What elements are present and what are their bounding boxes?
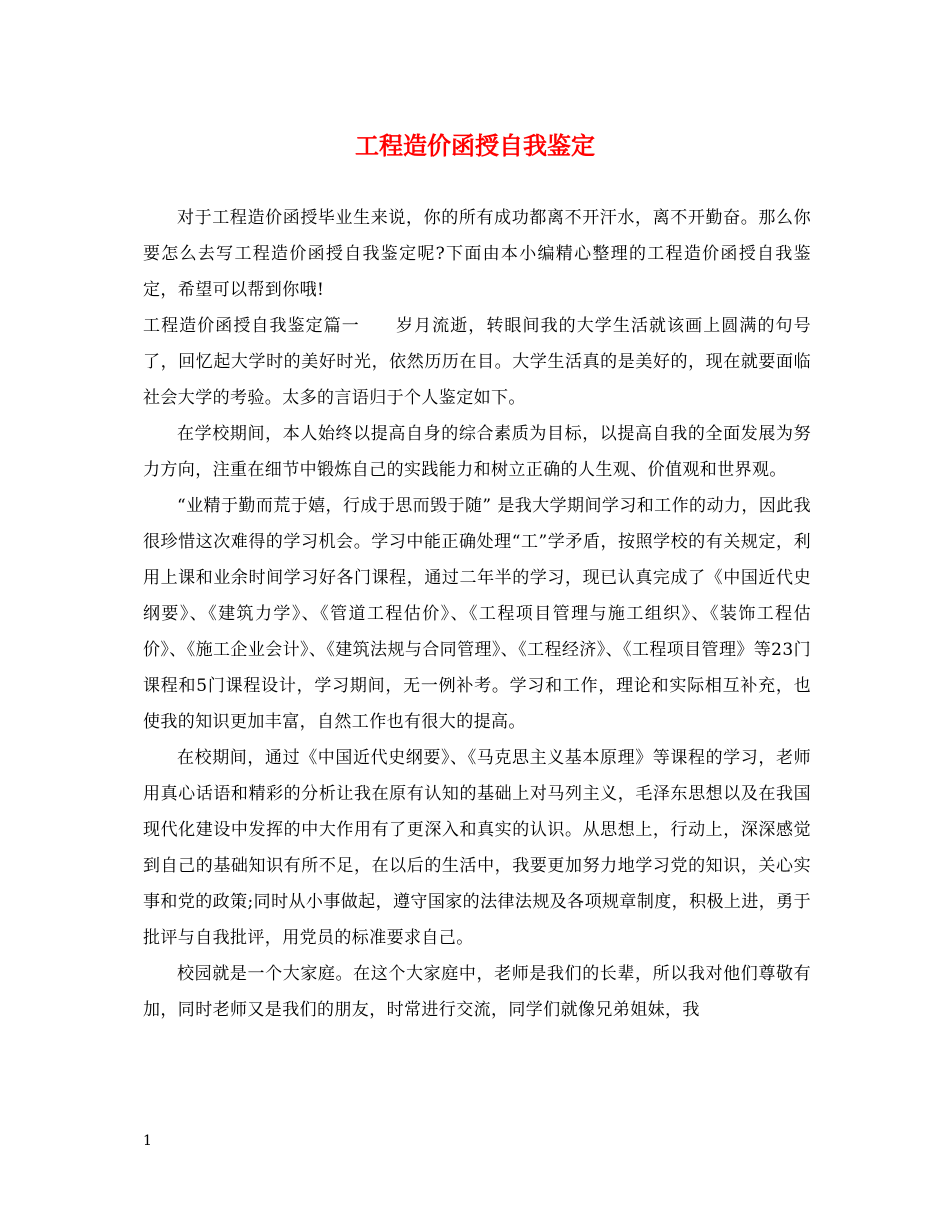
paragraph-section-one: 工程造价函授自我鉴定篇一 岁月流逝，转眼间我的大学生活就该画上圆满的句号了，回忆起大学时的美好时光，依然历历在目。大学生活真的是美好的，现在就要面临社会大学的考验。太多的言语归于个人鉴定如下。 — [143, 316, 811, 408]
document-title: 工程造价函授自我鉴定 — [355, 131, 595, 160]
paragraph-intro: 对于工程造价函授毕业生来说，你的所有成功都离不开汗水，离不开勤奋。那么你要怎么去写工程造价函授自我鉴定呢?下面由本小编精心整理的工程造价函授自我鉴定，希望可以帮到你哦! — [143, 208, 811, 300]
paragraph-ideology: 在校期间，通过《中国近代史纲要》、《马克思主义基本原理》等课程的学习，老师用真心话语和精彩的分析让我在原有认知的基础上对马列主义，毛泽东思想以及在我国现代化建设中发挥的中大作用有了更深入和真实的认识。从思想上，行动上，深深感觉到自己的基础知识有所不足，在以后的生活中，我要更加努力地学习党的知识，关心实事和党的政策;同时从小事做起，遵守国家的法律法规及各项规章制度，积极上进，勇于批评与自我批评，用党员的标准要求自己。 — [143, 748, 811, 948]
paragraph-campus: 校园就是一个大家庭。在这个大家庭中，老师是我们的长辈，所以我对他们尊敬有加，同时老师又是我们的朋友，时常进行交流，同学们就像兄弟姐妹，我 — [143, 964, 811, 1020]
paragraph-school-goals: 在学校期间，本人始终以提高自身的综合素质为目标，以提高自我的全面发展为努力方向，注重在细节中锻炼自己的实践能力和树立正确的人生观、价值观和世界观。 — [143, 424, 811, 480]
paragraph-study: “业精于勤而荒于嬉，行成于思而毁于随” 是我大学期间学习和工作的动力，因此我很珍惜这次难得的学习机会。学习中能正确处理“工”学矛盾，按照学校的有关规定，利用上课和业余时间学习好各门课程，通过二年半的学习，现已认真完成了《中国近代史纲要》、《建筑力学》、《管道工程估价》、《工程项目管理与施工组织》、《装饰工程估价》、《施工企业会计》、《建筑法规与合同管理》、《工程经济》、《工程项目管理》等23门课程和5门课程设计，学习期间，无一例补考。学习和工作，理论和实际相互补充，也使我的知识更加丰富，自然工作也有很大的提高。 — [143, 496, 811, 732]
page-number: 1 — [143, 1133, 152, 1149]
document-body — [143, 200, 811, 1028]
